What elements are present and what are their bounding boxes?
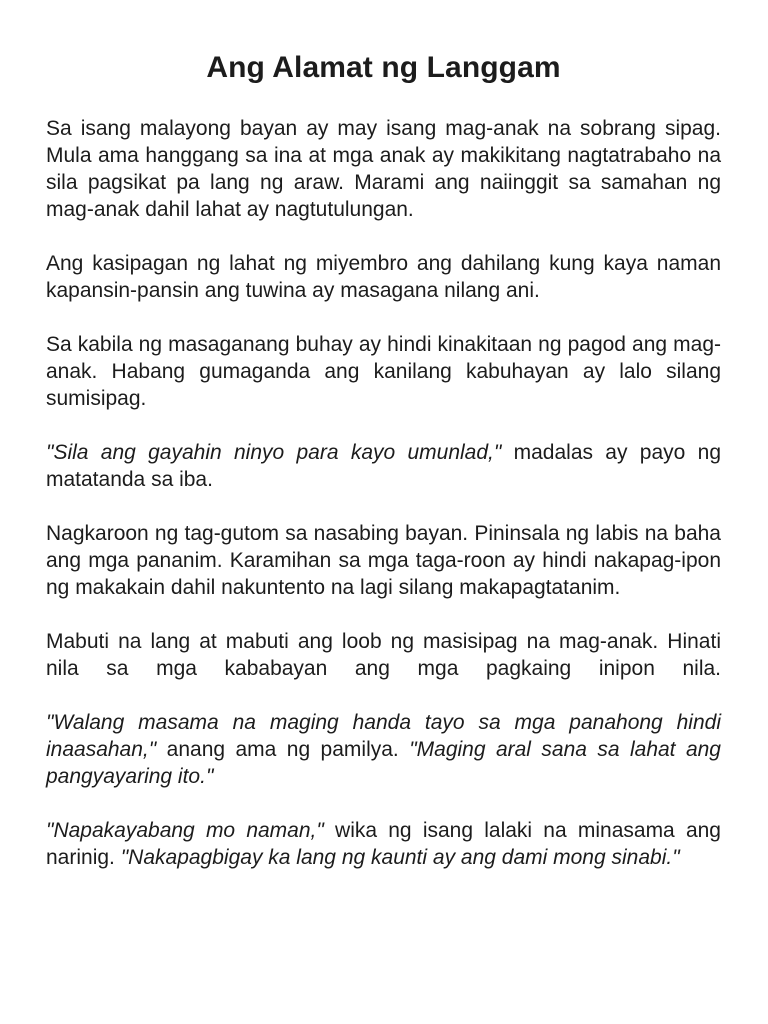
- paragraph-8: [46, 817, 721, 871]
- narration-text: Nagkaroon ng tag-gutom sa nasabing bayan. Pininsala ng labis na baha ang mga pananim. Karamihan sa mga taga-roon ay hindi nakapag-ipon ng makakain dahil nakuntento na lagi silang makapagtatanim.: [46, 522, 721, 599]
- narration-text: Sa kabila ng masaganang buhay ay hindi kinakitaan ng pagod ang mag-anak. Habang gumaganda ang kanilang kabuhayan ay lalo silang sumisipag.: [46, 333, 721, 410]
- story-body: [46, 115, 721, 871]
- quoted-dialogue: "Walang masama na maging handa tayo sa mga panahong hindi inaasahan,": [46, 711, 721, 761]
- paragraph-5: [46, 520, 721, 601]
- quoted-dialogue: "Napakayabang mo naman,": [46, 819, 324, 842]
- paragraph-1: [46, 115, 721, 223]
- paragraph-2: [46, 250, 721, 304]
- quoted-dialogue: "Maging aral sana sa lahat ang pangyayaring ito.": [46, 738, 721, 788]
- narration-text: madalas ay payo ng matatanda sa iba.: [46, 441, 721, 491]
- paragraph-3: [46, 331, 721, 412]
- narration-text: anang ama ng pamilya.: [156, 738, 410, 761]
- paragraph-7: [46, 709, 721, 790]
- narration-text: Sa isang malayong bayan ay may isang mag-anak na sobrang sipag. Mula ama hanggang sa ina at mga anak ay makikitang nagtatrabaho na sila pagsikat pa lang ng araw. Marami ang naiinggit sa samahan ng mag-anak dahil lahat ay nagtutulungan.: [46, 117, 721, 221]
- quoted-dialogue: "Sila ang gayahin ninyo para kayo umunlad,": [46, 441, 502, 464]
- narration-text: Ang kasipagan ng lahat ng miyembro ang dahilang kung kaya naman kapansin-pansin ang tuwina ay masagana nilang ani.: [46, 252, 721, 302]
- paragraph-4: [46, 439, 721, 493]
- narration-text: Mabuti na lang at mabuti ang loob ng masisipag na mag-anak. Hinati nila sa mga kababayan ang mga pagkaing inipon nila.: [46, 630, 721, 680]
- paragraph-6: [46, 628, 721, 682]
- document-title: Ang Alamat ng Langgam: [206, 51, 561, 84]
- quoted-dialogue: "Nakapagbigay ka lang ng kaunti ay ang dami mong sinabi.": [120, 846, 680, 869]
- narration-text: wika ng isang lalaki na minasama ang narinig.: [46, 819, 721, 869]
